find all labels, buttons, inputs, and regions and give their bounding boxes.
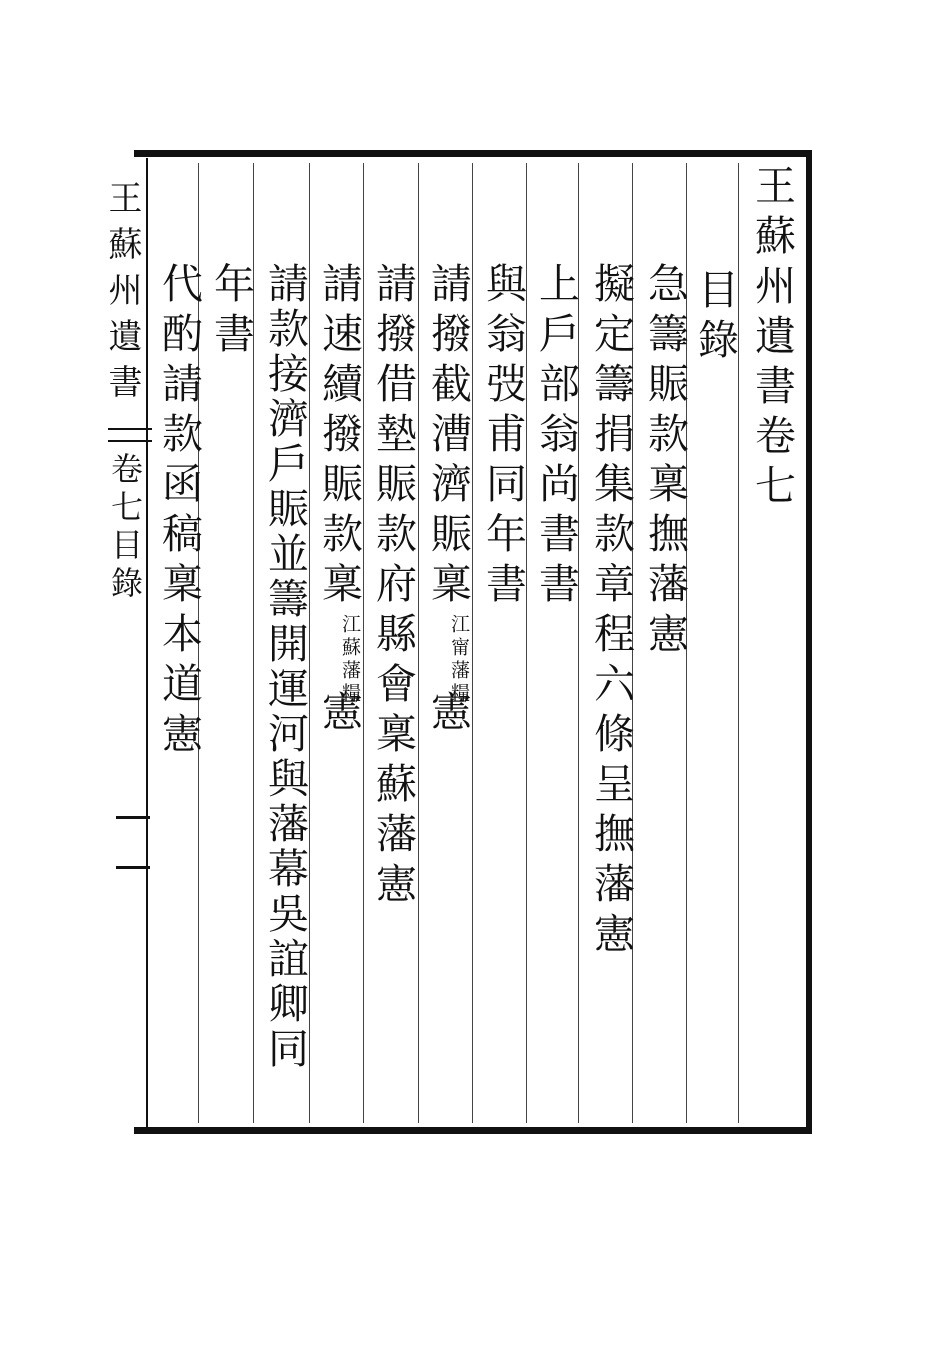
toc-entry: 擬定籌捐集款章程六條呈撫藩憲: [587, 262, 635, 962]
page-number-stroke: [116, 866, 150, 869]
toc-entry: 請款接濟戶賑並籌開運河與藩幕吳誼卿同: [261, 262, 309, 1072]
column-rule: [418, 163, 419, 1123]
toc-heading: 目錄: [691, 268, 739, 368]
frame-left-rule: [146, 158, 148, 1128]
toc-entry: 上戶部翁尚書書: [532, 262, 580, 612]
toc-entry: 急籌賑款稟撫藩憲: [641, 262, 689, 662]
toc-entry: 請撥借墊賑款府縣會稟蘇藩憲: [369, 262, 417, 912]
page-number-stroke: [116, 816, 150, 819]
fish-tail-mark: [108, 428, 152, 442]
toc-entry-note: 江甯藩糧: [448, 614, 470, 706]
toc-entry-tail: 憲: [315, 690, 363, 740]
toc-entry-tail: 憲: [424, 690, 472, 740]
toc-entry-continuation: 年書: [207, 262, 255, 362]
edge-section: 卷七目錄: [106, 452, 144, 604]
book-title-heading: 王蘇州遺書卷七: [748, 164, 796, 514]
toc-entry: 請撥截漕濟賑稟: [424, 262, 472, 612]
toc-entry: 與翁弢甫同年書: [479, 262, 527, 612]
edge-title: 王蘇州遺書: [102, 180, 142, 410]
toc-entry-note: 江蘇藩糧: [339, 614, 361, 706]
toc-entry: 請速續撥賑款稟: [315, 262, 363, 612]
toc-entry: 代酌請款函稿稟本道憲: [155, 262, 203, 762]
